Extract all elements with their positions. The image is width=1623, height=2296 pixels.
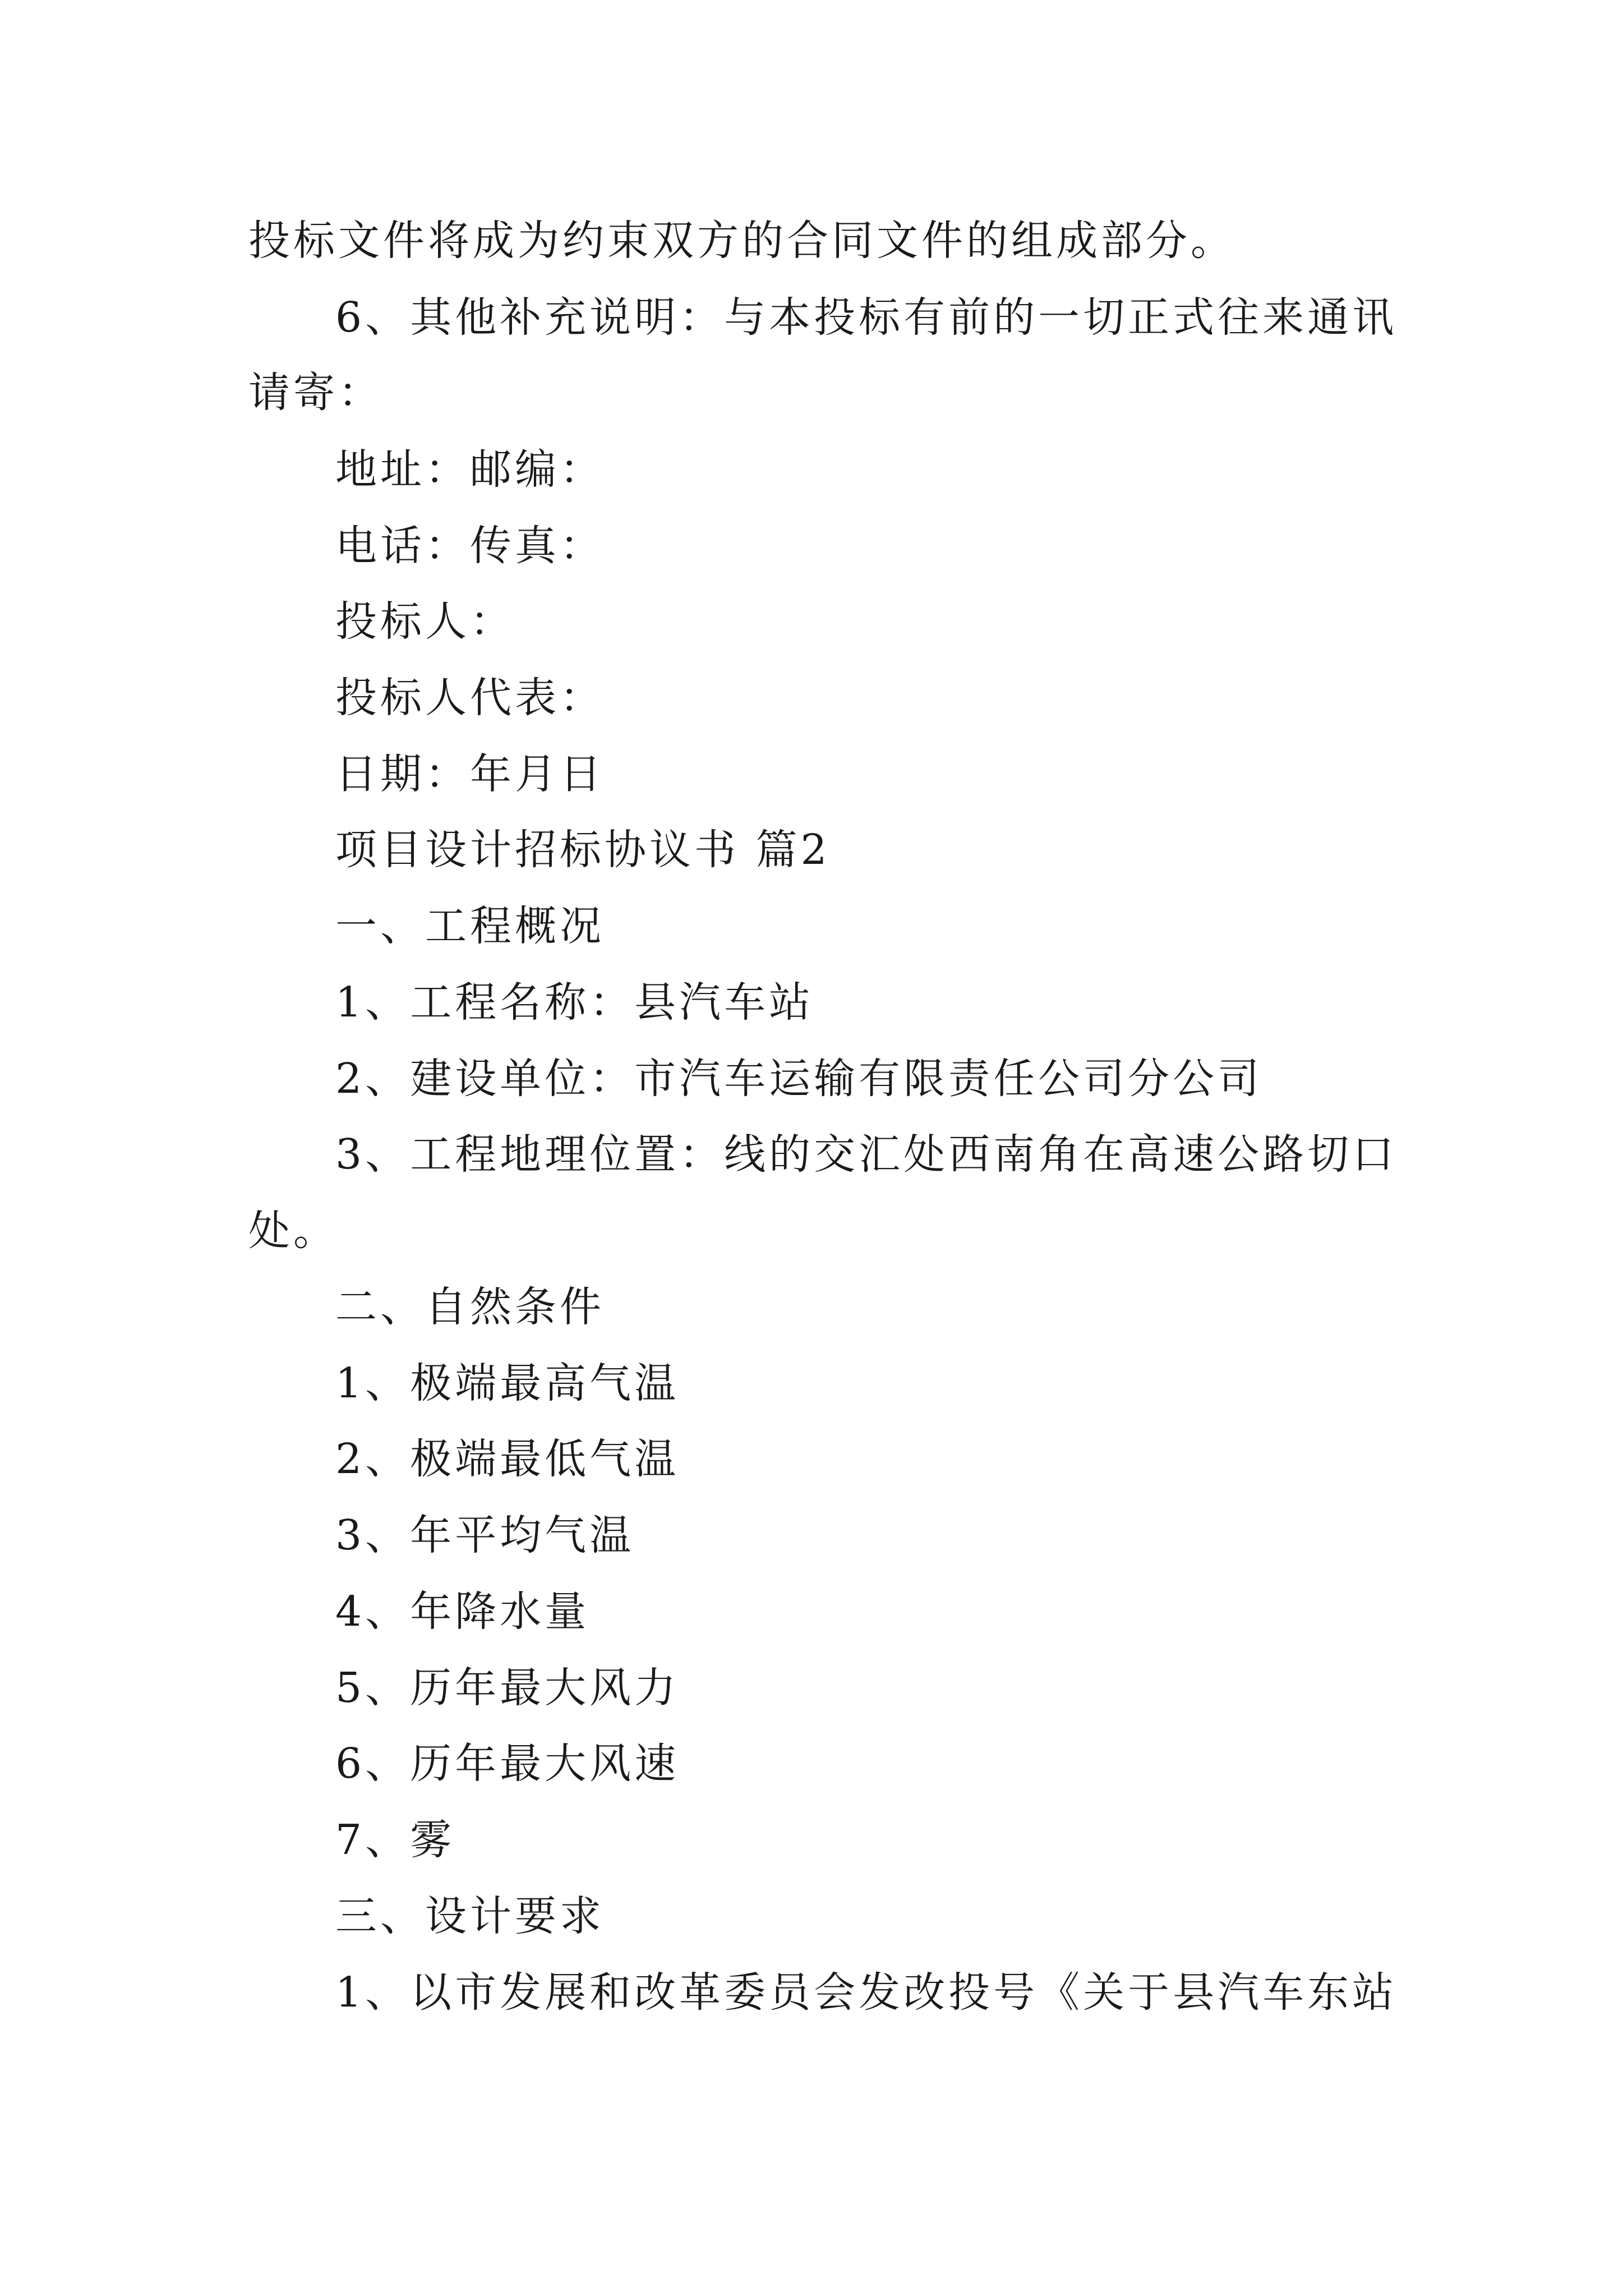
list-item: 5、历年最大风力 <box>335 1664 680 1712</box>
list-item: 3、工程地理位置：线的交汇处西南角在高速公路切口 <box>335 1130 1398 1179</box>
phone-line: 电话：传真： <box>335 522 605 570</box>
paragraph-line: 处。 <box>248 1207 338 1255</box>
list-item: 1、工程名称：县汽车站 <box>335 978 814 1027</box>
list-item: 4、年降水量 <box>335 1588 590 1636</box>
list-item: 7、雾 <box>335 1816 455 1864</box>
address-line: 地址：邮编： <box>335 445 605 494</box>
paragraph-line: 请寄： <box>248 369 383 417</box>
bidder-line: 投标人： <box>335 597 515 646</box>
list-item: 3、年平均气温 <box>335 1511 635 1559</box>
list-item: 2、建设单位：市汽车运输有限责任公司分公司 <box>335 1055 1263 1103</box>
paragraph-line: 投标文件将成为约束双方的合同文件的组成部分。 <box>248 217 1235 265</box>
section-heading: 二、自然条件 <box>335 1283 605 1331</box>
section-heading: 三、设计要求 <box>335 1892 605 1940</box>
list-item: 2、极端最低气温 <box>335 1435 680 1483</box>
list-item: 6、历年最大风速 <box>335 1740 680 1788</box>
section-heading: 一、工程概况 <box>335 902 605 950</box>
date-line: 日期：年月日 <box>335 750 605 798</box>
list-item: 1、以市发展和改革委员会发改投号《关于县汽车东站 <box>335 1968 1398 2017</box>
section-heading: 项目设计招标协议书 篇2 <box>335 826 831 874</box>
bidder-representative-line: 投标人代表： <box>335 674 605 722</box>
list-item: 1、极端最高气温 <box>335 1359 680 1407</box>
paragraph-line: 6、其他补充说明：与本投标有前的一切正式往来通讯 <box>335 293 1398 342</box>
